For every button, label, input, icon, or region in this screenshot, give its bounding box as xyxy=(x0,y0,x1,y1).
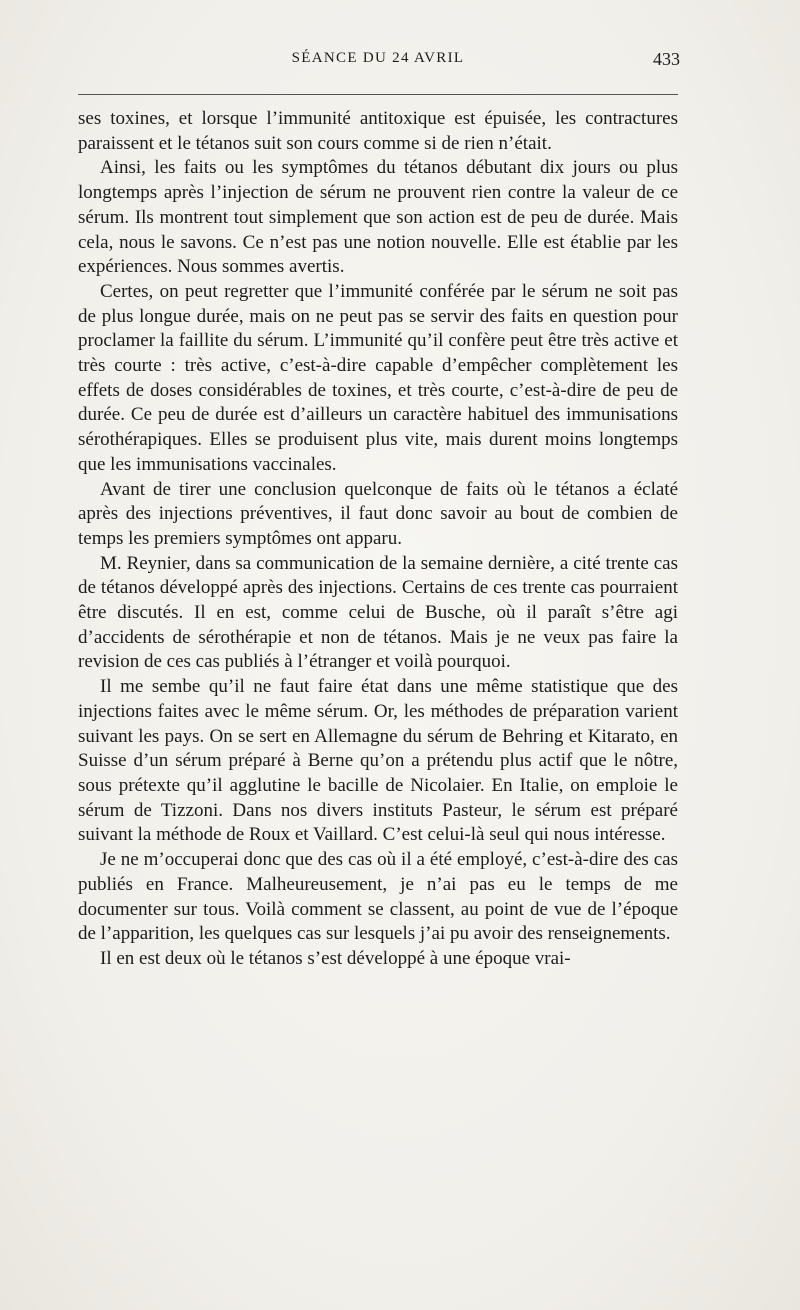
paragraph: Il en est deux où le tétanos s’est développé à une époque vrai- xyxy=(100,947,571,969)
paragraph: Ainsi, les faits ou les symptômes du tétanos débutant dix jours ou plus longtemps après l’injection de sérum ne prouvent rien contre la valeur de ce sérum. Ils montrent tout simplement que son action est de peu de durée. Mais cela, nous le savons. Ce n’est pas une notion nouvelle. Elle est établie par les expériences. Nous sommes avertis. xyxy=(78,157,678,278)
header-title: SÉANCE DU 24 AVRIL xyxy=(291,50,465,66)
paragraph: M. Reynier, dans sa communication de la semaine dernière, a cité trente cas de tétanos développé après des injections. Certains de ces trente cas pourraient être discutés. Il en est, comme celui de Busche, où il paraît s’être agi d’accidents de sérothérapie et non de tétanos. Mais je ne veux pas faire la revision de ces cas publiés à l’étranger et voilà pourquoi. xyxy=(78,552,678,673)
page-number: 433 xyxy=(653,49,680,69)
running-header xyxy=(78,50,678,74)
paragraph: Certes, on peut regretter que l’immunité conférée par le sérum ne soit pas de plus longue durée, mais on ne peut pas se servir des faits en question pour proclamer la faillite du sérum. L’immunité qu’il confère peut être très active et très courte : très active, c’est-à-dire capable d’empêcher complètement les effets de doses considérables de toxines, et très courte, c’est-à-dire de peu de durée. Ce peu de durée est d’ailleurs un caractère habituel des immunisations sérothérapiques. Elles se produisent plus vite, mais durent moins longtemps que les immunisations vaccinales. xyxy=(78,280,678,475)
paragraph: Je ne m’occuperai donc que des cas où il a été employé, c’est-à-dire des cas publiés en France. Malheureusement, je n’ai pas eu le temps de me documenter sur tous. Voilà comment se classent, au point de vue de l’époque de l’apparition, les quelques cas sur lesquels j’ai pu avoir des renseignements. xyxy=(78,849,678,945)
paragraph: ses toxines, et lorsque l’immunité antitoxique est épuisée, les contractures paraissent et le tétanos suit son cours comme si de rien n’était. xyxy=(78,108,678,154)
paragraph: Il me sembe qu’il ne faut faire état dans une même statistique que des injections faites avec le même sérum. Or, les méthodes de préparation varient suivant les pays. On se sert en Allemagne du sérum de Behring et Kitarato, en Suisse d’un sérum préparé à Berne qu’on a prétendu plus actif que le nôtre, sous prétexte qu’il agglutine le bacille de Nicolaier. En Italie, on emploie le sérum de Tizzoni. Dans nos divers instituts Pasteur, le sérum est préparé suivant la méthode de Roux et Vaillard. C’est celui-là seul qui nous intéresse. xyxy=(78,676,678,846)
body-text xyxy=(78,107,678,972)
header-rule xyxy=(78,94,678,95)
paragraph: Avant de tirer une conclusion quelconque de faits où le tétanos a éclaté après des injections préventives, il faut donc savoir au bout de combien de temps les premiers symptômes ont apparu. xyxy=(78,478,678,549)
